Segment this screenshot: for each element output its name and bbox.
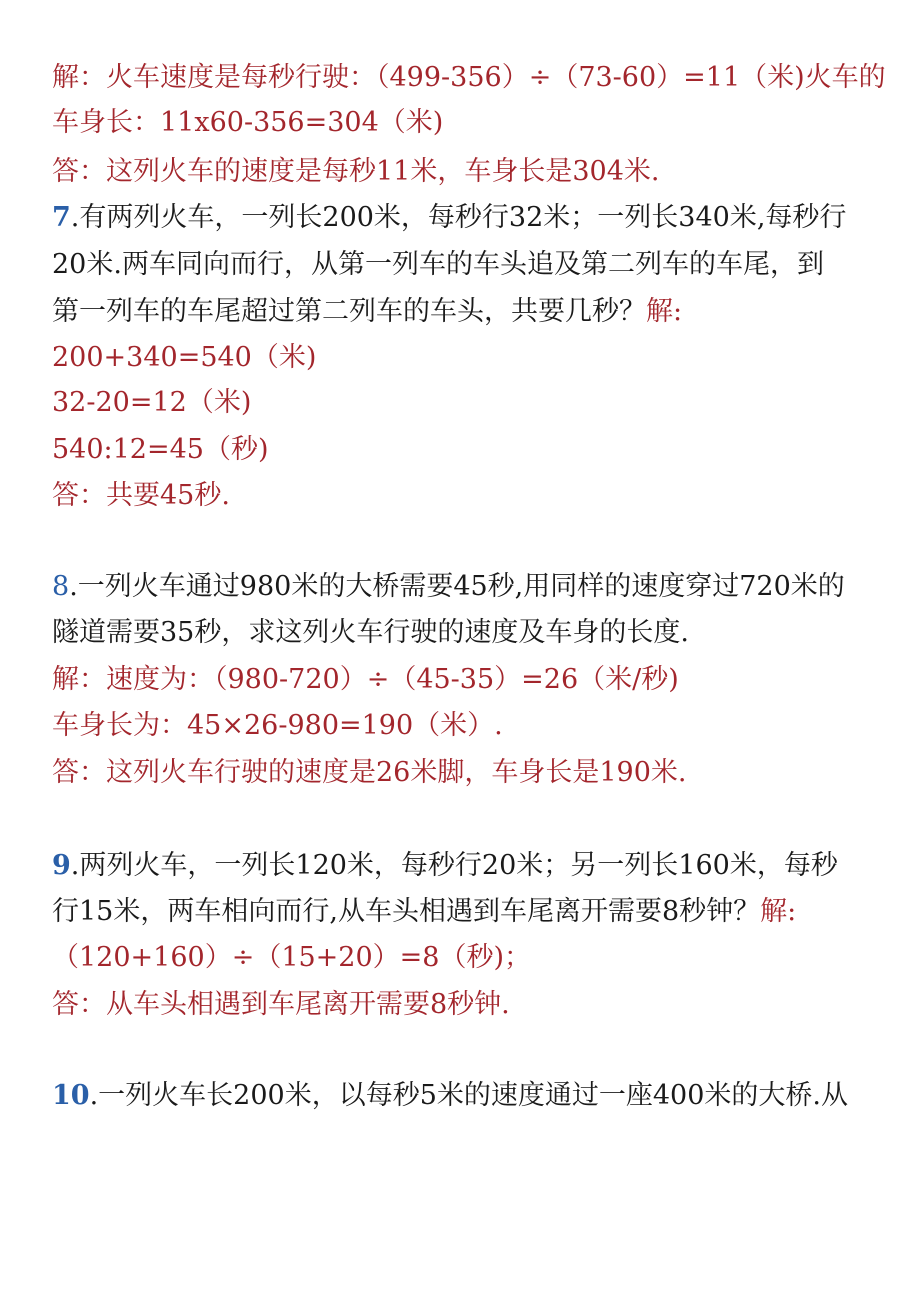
question-9-line	[52, 892, 880, 932]
question-7-line: 7.有两列火车，一列长200米，每秒行32米；一列长340米,每秒行	[52, 202, 847, 233]
question-text: 一列火车通过980米的大桥需要45秒,用同样的速度穿过720米的	[77, 571, 845, 602]
answer-line: 答：这列火车的速度是每秒11米，车身长是304米.	[52, 156, 660, 187]
answer-line: 答：共要45秒.	[52, 480, 230, 511]
question-8-line: 8.一列火车通过980米的大桥需要45秒,用同样的速度穿过720米的	[52, 571, 845, 602]
solution-line: 解：速度为：（980-720）÷（45-35）=26（米/秒)	[52, 664, 679, 695]
solution-line: 解：火车速度是每秒行驶：（499-356）÷（73-60）=11（米)火车的	[52, 62, 886, 93]
solution-line: 200+340=540（米)	[52, 342, 317, 373]
question-text: 两列火车，一列长120米，每秒行20米；另一列长160米，每秒	[79, 850, 838, 881]
answer-line: 答：从车头相遇到车尾离开需要8秒钟.	[52, 989, 510, 1020]
question-text: 隧道需要35秒，求这列火车行驶的速度及车身的长度.	[52, 617, 689, 648]
question-number: 8	[52, 571, 70, 602]
solution-label: 解:	[646, 296, 683, 327]
solution-line: 32-20=12（米)	[52, 387, 252, 418]
solution-label: 解:	[760, 896, 797, 927]
question-text: 一列火车长200米，以每秒5米的速度通过一座400米的大桥.从	[98, 1080, 849, 1111]
question-number: 10	[52, 1080, 90, 1111]
question-number: 9	[52, 850, 71, 881]
question-number: 7	[52, 202, 71, 233]
question-9-line: 9.两列火车，一列长120米，每秒行20米；另一列长160米，每秒	[52, 850, 838, 881]
answer-line: 答：这列火车行驶的速度是26米脚，车身长是190米.	[52, 757, 687, 788]
question-text: 行15米，两车相向而行,从车头相遇到车尾离开需要8秒钟？	[52, 896, 761, 927]
question-text: 20米.两车同向而行，从第一列车的车头追及第二列车的车尾，到	[52, 249, 824, 280]
question-7-line	[52, 292, 880, 332]
solution-line: （120+160）÷（15+20）=8（秒)；	[52, 942, 531, 973]
solution-line: 540:12=45（秒)	[52, 434, 269, 465]
solution-line: 车身长：11x60-356=304（米)	[52, 107, 444, 138]
question-10-line: 10.一列火车长200米，以每秒5米的速度通过一座400米的大桥.从	[52, 1080, 849, 1111]
solution-line: 车身长为：45×26-980=190（米）.	[52, 710, 503, 741]
question-text: 第一列车的车尾超过第二列车的车头，共要几秒？	[52, 296, 646, 327]
question-text: 有两列火车，一列长200米，每秒行32米；一列长340米,每秒行	[79, 202, 847, 233]
